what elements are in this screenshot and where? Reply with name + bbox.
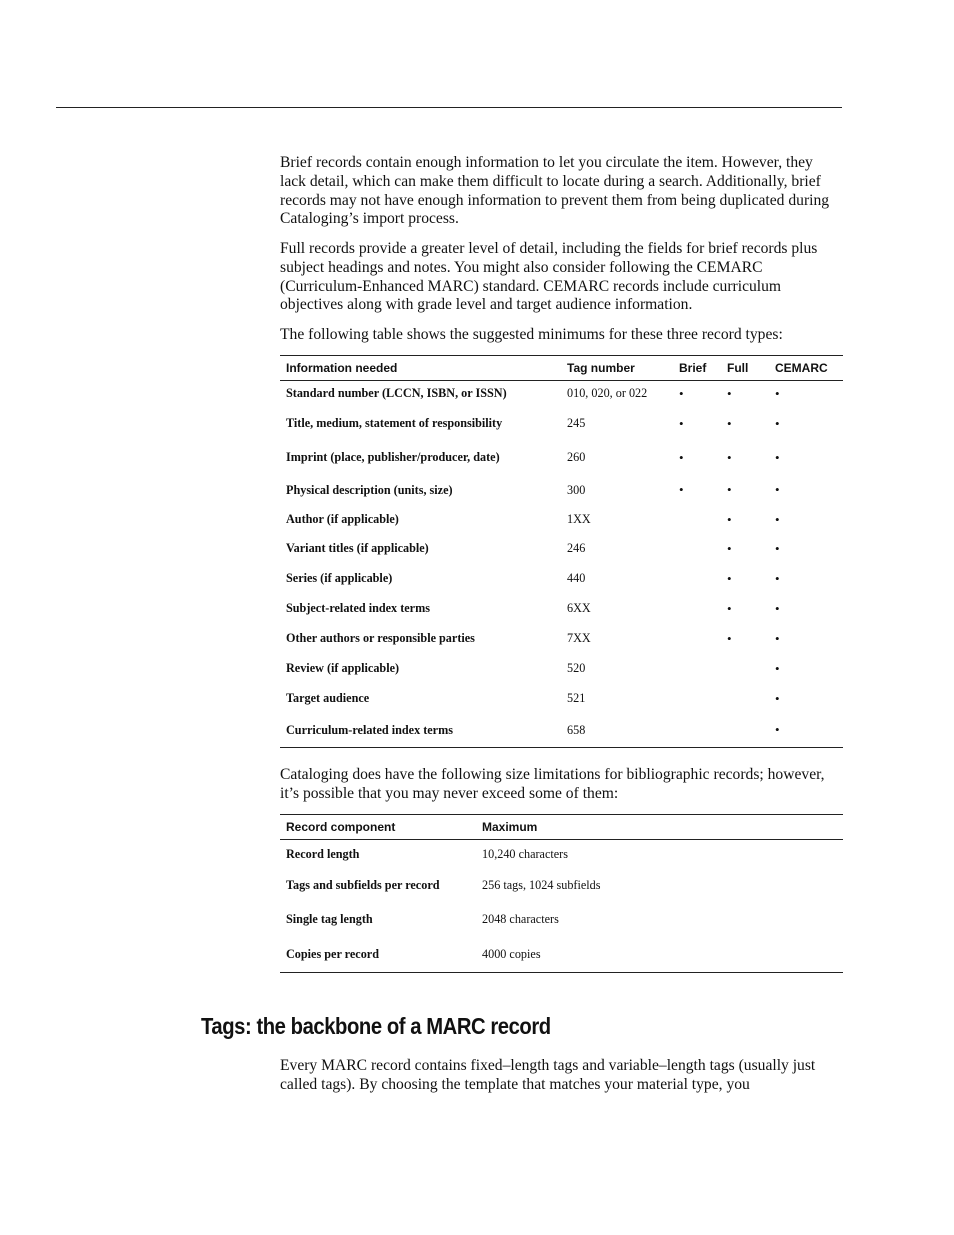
info-cell: Imprint (place, publisher/producer, date) [286, 450, 500, 464]
tag-cell: 658 [561, 714, 673, 748]
info-cell: Physical description (units, size) [286, 482, 453, 497]
maximum-cell: 2048 characters [482, 912, 559, 926]
brief-mark [673, 594, 721, 624]
cemarc-mark: • [775, 449, 780, 465]
brief-mark: • [679, 415, 684, 431]
tag-cell: 6XX [567, 601, 591, 615]
table-intro-paragraph: The following table shows the suggested minimums for these three record types: [280, 326, 783, 343]
cemarc-mark: • [775, 660, 780, 676]
table-row [280, 441, 843, 475]
table-row [280, 594, 843, 624]
cemarc-mark: • [775, 511, 780, 527]
header-record-component: Record component [280, 815, 476, 840]
header-maximum: Maximum [476, 815, 843, 840]
tag-cell: 1XX [567, 512, 591, 526]
cemarc-mark: • [775, 630, 780, 646]
table-row [280, 475, 843, 506]
brief-mark: • [679, 482, 684, 497]
maximum-cell: 10,240 characters [482, 846, 568, 861]
brief-mark: • [679, 385, 684, 401]
table-row [280, 407, 843, 441]
info-cell: Standard number (LCCN, ISBN, or ISSN) [286, 386, 507, 401]
limits-table-header [280, 815, 843, 840]
brief-mark [673, 506, 721, 534]
full-records-paragraph: Full records provide a greater level of detail, including the fields for brief records plus subject headings and notes. You might also consider following the CEMARC (Curriculum-Enhanced MARC) standard. CEMARC records include curriculum objectives along with grade level and target audience information. [280, 240, 818, 314]
component-cell: Record length [286, 846, 360, 861]
table-row [280, 624, 843, 654]
info-cell: Variant titles (if applicable) [286, 541, 429, 555]
brief-mark [673, 714, 721, 748]
full-mark: • [727, 511, 732, 527]
full-mark: • [727, 449, 732, 465]
info-cell: Review (if applicable) [286, 661, 400, 675]
size-limits-table [280, 814, 843, 973]
tag-cell: 260 [567, 450, 586, 464]
table-row [280, 381, 843, 407]
cemarc-mark: • [769, 714, 843, 748]
info-cell: Subject-related index terms [286, 601, 430, 615]
brief-records-paragraph: Brief records contain enough information to let you circulate the item. However, they lack detail, which can make them difficult to locate during a search. Additionally, brief records may not have enough information to prevent them from being duplicated during Cataloging’s import process. [280, 154, 830, 228]
full-mark: • [727, 570, 732, 586]
brief-mark [673, 624, 721, 654]
table-row [280, 534, 843, 564]
table-row [280, 869, 843, 903]
header-information-needed: Information needed [280, 356, 561, 381]
table-row [280, 714, 843, 748]
info-cell: Target audience [286, 691, 370, 705]
full-mark: • [727, 385, 732, 401]
brief-mark: • [679, 449, 684, 465]
limits-intro-paragraph: Cataloging does have the following size limitations for bibliographic records; however, it’s possible that you may never exceed some of them: [280, 766, 825, 802]
maximum-cell: 4000 copies [476, 937, 843, 973]
cemarc-mark: • [775, 385, 780, 401]
table-row [280, 937, 843, 973]
tag-cell: 440 [567, 571, 586, 585]
info-cell: Curriculum-related index terms [280, 714, 561, 748]
brief-mark [673, 684, 721, 714]
table-row [280, 564, 843, 594]
full-mark [721, 684, 769, 714]
full-mark [721, 654, 769, 684]
full-mark: • [727, 415, 732, 431]
cemarc-mark: • [775, 482, 780, 497]
info-cell: Other authors or responsible parties [286, 631, 475, 645]
cemarc-mark: • [775, 540, 780, 556]
top-rule [56, 107, 842, 108]
table-row [280, 654, 843, 684]
tag-cell: 246 [567, 541, 586, 555]
brief-mark [673, 534, 721, 564]
tag-cell: 520 [567, 661, 586, 675]
component-cell: Tags and subfields per record [286, 878, 440, 892]
component-cell: Single tag length [286, 912, 373, 926]
tag-cell: 245 [567, 416, 586, 430]
full-mark: • [727, 482, 732, 497]
header-full: Full [721, 356, 769, 381]
brief-mark [673, 564, 721, 594]
table-row [280, 840, 843, 869]
section-heading: Tags: the backbone of a MARC record [201, 1013, 551, 1039]
cemarc-mark: • [775, 570, 780, 586]
tag-cell: 521 [567, 691, 586, 705]
header-tag-number: Tag number [561, 356, 673, 381]
record-table-header [280, 356, 843, 381]
cemarc-mark: • [775, 600, 780, 616]
info-cell: Author (if applicable) [286, 512, 399, 526]
full-mark: • [727, 600, 732, 616]
info-cell: Title, medium, statement of responsibility [286, 416, 503, 430]
component-cell: Copies per record [280, 937, 476, 973]
info-cell: Series (if applicable) [286, 571, 393, 585]
table-row [280, 684, 843, 714]
tags-intro-paragraph: Every MARC record contains fixed–length tags and variable–length tags (usually just called tags). By choosing the template that matches your material type, you [280, 1057, 816, 1093]
tag-cell: 7XX [567, 631, 591, 645]
table-row [280, 903, 843, 937]
header-brief: Brief [673, 356, 721, 381]
tag-cell: 010, 020, or 022 [567, 386, 648, 401]
cemarc-mark: • [775, 415, 780, 431]
full-mark: • [727, 540, 732, 556]
maximum-cell: 256 tags, 1024 subfields [482, 878, 601, 892]
table-row [280, 506, 843, 534]
record-types-table [280, 355, 843, 748]
brief-mark [673, 654, 721, 684]
header-cemarc: CEMARC [769, 356, 843, 381]
full-mark [721, 714, 769, 748]
cemarc-mark: • [775, 690, 780, 706]
full-mark: • [727, 630, 732, 646]
tag-cell: 300 [567, 482, 586, 497]
